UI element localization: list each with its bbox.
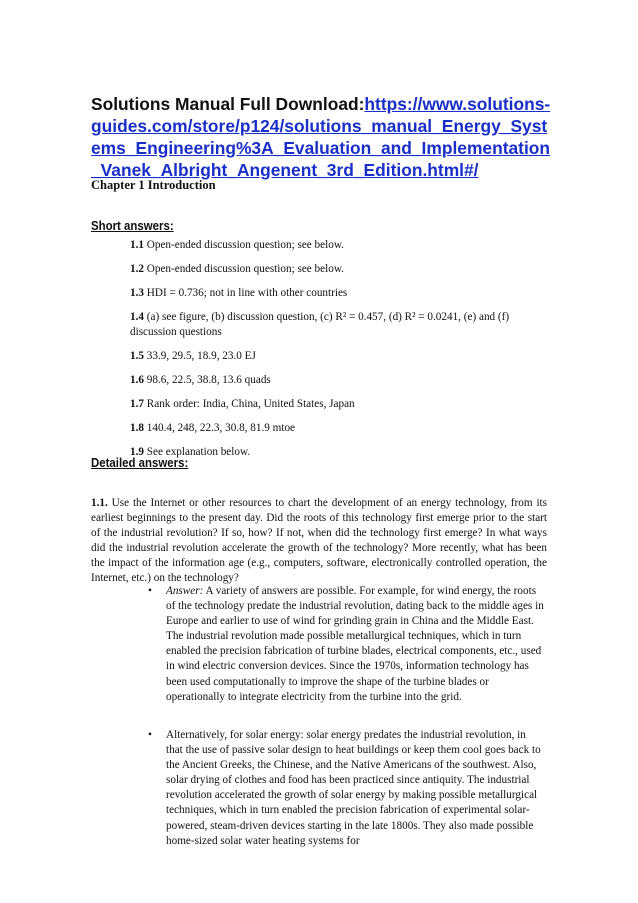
list-item [130,445,550,460]
item-text: (a) see figure, (b) discussion question, (c) R² = 0.457, (d) R² = 0.0241, (e) and (f) discussion questions [130,311,510,338]
item-text: Rank order: India, China, United States, Japan [146,398,355,410]
bullet-icon: • [148,729,152,741]
answer-bullets-2 [148,728,544,849]
bullet-text: Alternatively, for solar energy: solar energy predates the industrial revolution, in that the use of passive solar design to heat buildings or keep them cool goes back to the Ancient Greeks, the Chinese, and the Native Americans of the southwest. Also, solar drying of clothes and food has been practiced since antiquity. The industrial revolution accelerated the growth of solar energy by making possible metallurgical techniques, which in turn enabled the precision fabrication of experimental solar-powered, steam-driven devices starting in the late 1800s. They also made possible home-sized solar water heating systems for [166,729,541,847]
list-item [130,310,550,340]
download-link-line: https://www.solutions- [364,94,551,114]
question-paragraph [91,496,547,587]
download-link-line: ems_Engineering%3A_Evaluation_and_Implementation [91,138,551,158]
item-number: 1.9 [130,446,144,458]
item-text: Open-ended discussion question; see below. [146,263,344,275]
list-item [130,373,550,388]
item-number: 1.8 [130,422,144,434]
question-text: Use the Internet or other resources to chart the development of an energy technology, from its earliest beginnings to the present day. Did the roots of this technology first emerge prior to the start of the industrial revolution? If so, how? If not, when did the technology first emerge? In what ways did the industrial revolution accelerate the growth of the technology? More recently, what has been the impact of the information age (e.g., computers, software, electronically controlled operation, the Internet, etc.) on the technology? [91,497,548,585]
item-text: See explanation below. [146,446,251,458]
list-item [130,397,550,412]
answer-label: Answer: [166,585,204,597]
item-text: 140.4, 248, 22.3, 30.8, 81.9 mtoe [146,422,296,434]
item-number: 1.1 [130,239,144,251]
download-link-line: _Vanek_Albright_Angenent_3rd_Edition.html#/ [91,160,479,180]
item-text: 98.6, 22.5, 38.8, 13.6 quads [146,374,271,386]
list-item [130,238,550,253]
bullet-text: A variety of answers are possible. For example, for wind energy, the roots of the technology predate the industrial revolution, dating back to the middle ages in Europe and earlier to use of wind for grinding grain in China and the Middle East. The industrial revolution made possible metallurgical techniques, which in turn enabled the precision fabrication of turbine blades, electrical components, etc., used in wind electric conversion devices. Since the 1970s, information technology has been used computationally to improve the shape of the turbine blades or operationally to integrate electricity from the turbine into the grid. [166,585,544,703]
answer-bullets [148,584,544,705]
list-item [148,728,544,849]
item-number: 1.7 [130,398,144,410]
detailed-answers-heading: Detailed answers: [91,455,189,470]
list-item [130,349,550,364]
item-text: Open-ended discussion question; see below. [146,239,344,251]
chapter-heading: Chapter 1 Introduction [91,178,216,192]
header-prefix: Solutions Manual Full Download: [91,94,365,114]
list-item [148,584,544,705]
item-number: 1.4 [130,311,144,323]
short-answers-list [130,238,550,469]
item-text: 33.9, 29.5, 18.9, 23.0 EJ [146,350,256,362]
download-header [91,93,551,181]
list-item [130,262,550,277]
short-answers-heading: Short answers: [91,218,174,233]
question-number: 1.1. [91,497,108,509]
list-item [130,421,550,436]
list-item [130,286,550,301]
item-number: 1.3 [130,287,144,299]
download-link-line: guides.com/store/p124/solutions_manual_Energy_Syst [91,116,548,136]
item-text: HDI = 0.736; not in line with other countries [146,287,348,299]
bullet-icon: • [148,585,152,597]
item-number: 1.5 [130,350,144,362]
item-number: 1.6 [130,374,144,386]
item-number: 1.2 [130,263,144,275]
